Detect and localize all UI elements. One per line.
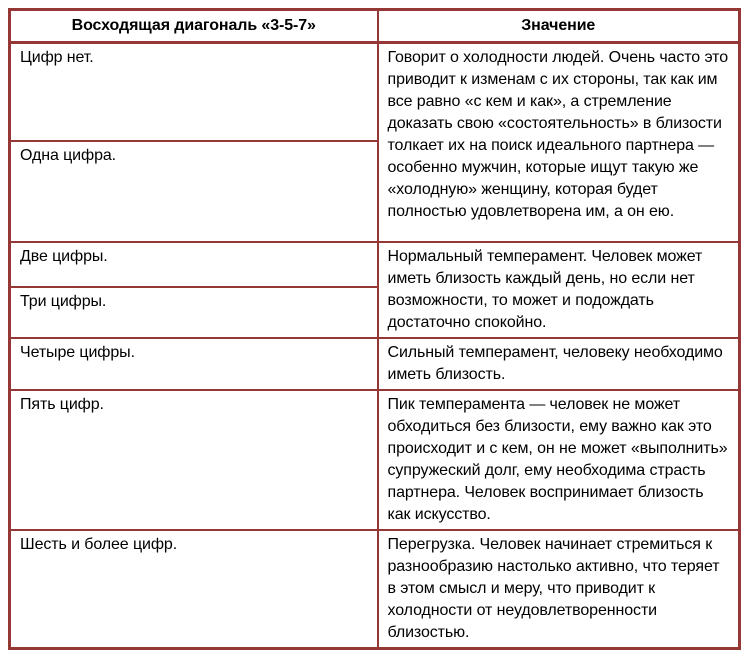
row-label-cell: Цифр нет. bbox=[10, 43, 378, 141]
header-cell-diagonal: Восходящая диагональ «3-5-7» bbox=[10, 10, 378, 43]
row-label-cell: Одна цифра. bbox=[10, 141, 378, 242]
table-row bbox=[10, 530, 740, 649]
table-row bbox=[10, 390, 740, 530]
row-label-cell: Пять цифр. bbox=[10, 390, 378, 530]
value-cell: Пик темперамента — человек не может обходиться без близости, ему важно как это происходит и с кем, он не может «выполнить» супружеский долг, ему необходима страсть партнера. Человек воспринимает близость как искусство. bbox=[378, 390, 740, 530]
value-cell: Нормальный темперамент. Человек может иметь близость каждый день, но если нет возможности, то может и подождать достаточно спокойно. bbox=[378, 242, 740, 338]
table-row bbox=[10, 242, 740, 288]
row-label-cell: Две цифры. bbox=[10, 242, 378, 288]
row-label-cell: Четыре цифры. bbox=[10, 338, 378, 390]
header-cell-meaning: Значение bbox=[378, 10, 740, 43]
table-row bbox=[10, 338, 740, 390]
table-header-row bbox=[10, 10, 740, 43]
row-label-cell: Шесть и более цифр. bbox=[10, 530, 378, 649]
value-cell: Сильный темперамент, человеку необходимо иметь близость. bbox=[378, 338, 740, 390]
table-row bbox=[10, 43, 740, 141]
diagonal-meaning-table bbox=[8, 8, 741, 650]
row-label-cell: Три цифры. bbox=[10, 287, 378, 337]
value-cell: Говорит о холодности людей. Очень часто это приводит к изменам с их стороны, так как им все равно «с кем и как», а стремление доказать свою «состоятельность» в близости толкает их на поиск идеального партнера — особенно мужчин, которые ищут такую же «холодную» женщину, которая будет полностью удовлетворена им, а он ею. bbox=[378, 43, 740, 242]
value-cell: Перегрузка. Человек начинает стремиться к разнообразию настолько активно, что теряет в этом смысл и меру, что приводит к холодности от неудовлетворенности близостью. bbox=[378, 530, 740, 649]
